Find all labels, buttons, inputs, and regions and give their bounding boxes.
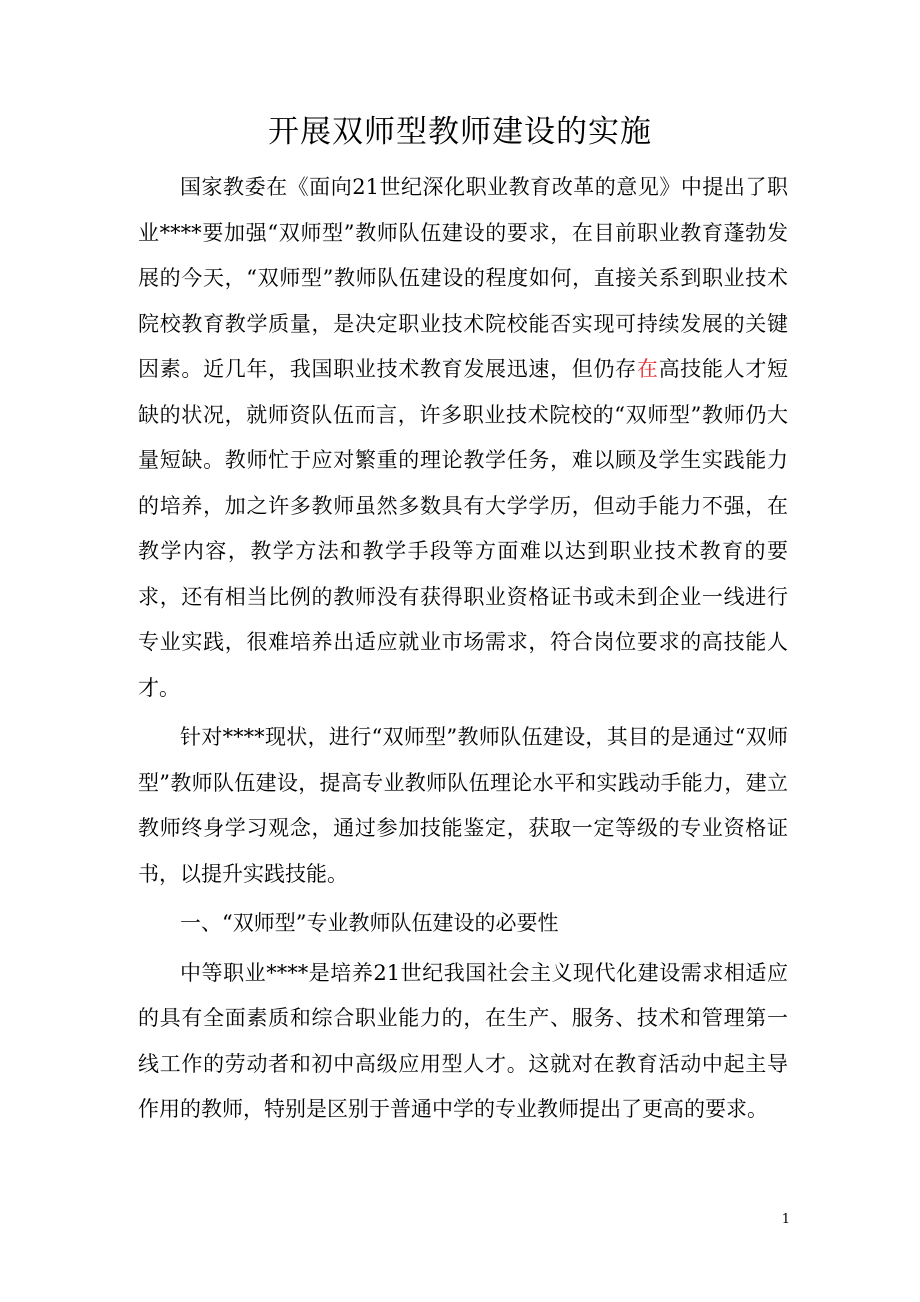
paragraph-intro: [138, 165, 788, 711]
page-number: 1: [781, 1212, 790, 1227]
paragraph-intro-text-before: 国家教委在《面向21世纪深化职业教育改革的意见》中提出了职业****要加强“双师型”教师队伍建设的要求，在目前职业教育蓬勃发展的今天，“双师型”教师队伍建设的程度如何，直接关系到职业技术院校教育教学质量，是决定职业技术院校能否实现可持续发展的关键因素。近几年，我国职业技术教育发展迅速，但仍存: [138, 175, 788, 381]
document-body: [138, 165, 788, 1133]
section-heading-necessity: 一、“双师型”专业教师队伍建设的必要性: [180, 911, 559, 935]
paragraph-necessity: 中等职业****是培养21世纪我国社会主义现代化建设需求相适应的具有全面素质和综合职业能力的，在生产、服务、技术和管理第一线工作的劳动者和初中高级应用型人才。这就对在教育活动中起主导作用的教师，特别是区别于普通中学的专业教师提出了更高的要求。: [138, 960, 788, 1121]
highlighted-character: 在: [636, 357, 659, 381]
paragraph-purpose: 针对****现状，进行“双师型”教师队伍建设，其目的是通过“双师型”教师队伍建设，提高专业教师队伍理论水平和实践动手能力，建立教师终身学习观念，通过参加技能鉴定，获取一定等级的专业资格证书，以提升实践技能。: [138, 725, 788, 886]
document-title: 开展双师型教师建设的实施: [268, 114, 652, 150]
paragraph-intro-text-after: 高技能人才短缺的状况，就师资队伍而言，许多职业技术院校的“双师型”教师仍大量短缺。教师忙于应对繁重的理论教学任务，难以顾及学生实践能力的培养，加之许多教师虽然多数具有大学学历，但动手能力不强，在教学内容，教学方法和教学手段等方面难以达到职业技术教育的要求，还有相当比例的教师没有获得职业资格证书或未到企业一线进行专业实践，很难培养出适应就业市场需求，符合岗位要求的高技能人才。: [138, 357, 789, 700]
